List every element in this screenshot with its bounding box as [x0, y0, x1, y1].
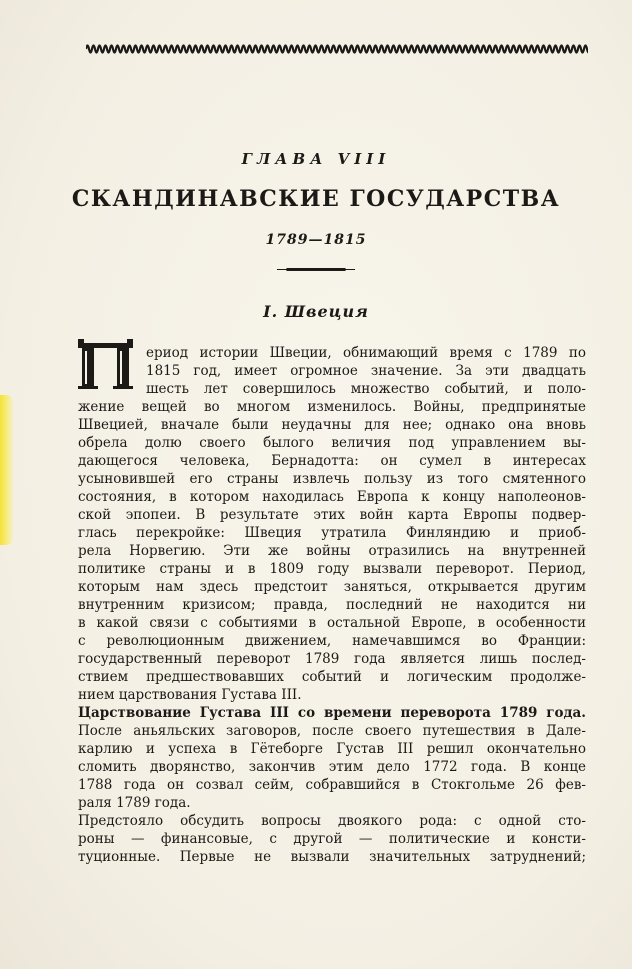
- text-line: Швецией, вначале были неудачны для нее; однако она вновь: [78, 417, 586, 433]
- text-line: После аньяльских заговоров, после своего путешествия в Дале-: [78, 723, 586, 739]
- text-line: сломить дворянство, закончив этим дело 1772 года. В конце: [78, 759, 586, 775]
- text-line: ской эпопеи. В результате этих войн карта Европы подвер-: [78, 507, 586, 523]
- text-line: роны — финансовые, с другой — политические и консти-: [78, 831, 586, 847]
- text-line: в какой связи с событиями в остальной Европе, в особенности: [78, 615, 586, 631]
- paragraph-heading: Царствование Густава III со времени переворота 1789 года.: [78, 705, 586, 721]
- text-line: государственный переворот 1789 года является лишь послед-: [78, 651, 586, 667]
- text-line: глась перекройке: Швеция утратила Финляндию и приоб-: [78, 525, 586, 541]
- text-line: которым нам здесь предстоит заняться, открывается другим: [78, 579, 586, 595]
- text-line: с революционным движением, намечавшимся во Франции:: [78, 633, 586, 649]
- text-line: рела Норвегию. Эти же войны отразились на внутренней: [78, 543, 586, 559]
- drop-cap-letter: [78, 339, 133, 391]
- text-line: 1788 года он созвал сейм, собравшийся в Стокгольме 26 фев-: [78, 777, 586, 793]
- chapter-divider: [286, 268, 346, 271]
- text-line: состояния, в котором находилась Европа к концу наполеонов-: [78, 489, 586, 505]
- section-title: I. Швеция: [263, 302, 369, 321]
- text-line: жение вещей во многом изменилось. Войны, предпринятые: [78, 399, 586, 415]
- text-line: шесть лет совершилось множество событий, и поло-: [146, 381, 586, 397]
- header-ornament: [86, 40, 588, 58]
- text-line: 1815 год, имеет огромное значение. За эти двадцать: [146, 363, 586, 379]
- text-line: политике страны и в 1809 году вызвали переворот. Период,: [78, 561, 586, 577]
- text-line: раля 1789 года.: [78, 795, 191, 811]
- text-line: нием царствования Густава III.: [78, 687, 302, 703]
- text-line: туционные. Первые не вызвали значительных затруднений;: [78, 849, 586, 865]
- text-line: усыновившей его страны извлечь пользу из того смятенного: [78, 471, 586, 487]
- text-line: дающегося человека, Бернадотта: он сумел в интересах: [78, 453, 586, 469]
- chapter-years: 1789—1815: [265, 232, 367, 248]
- chapter-label: ГЛАВА VIII: [241, 150, 391, 168]
- text-line: ствием предшествовавших событий и логическим продолже-: [78, 669, 586, 685]
- page-edge-stain: [0, 395, 14, 545]
- drop-cap: [78, 339, 133, 391]
- text-line: ериод истории Швеции, обнимающий время с 1789 по: [146, 345, 586, 361]
- text-line: Предстояло обсудить вопросы двоякого рода: с одной сто-: [78, 813, 586, 829]
- text-line: обрела долю своего былого величия под управлением вы-: [78, 435, 586, 451]
- text-line: карлию и успеха в Гётеборге Густав III решил окончательно: [78, 741, 586, 757]
- wave-border-icon: [86, 40, 588, 58]
- text-line: внутренним кризисом; правда, последний не находится ни: [78, 597, 586, 613]
- chapter-title: СКАНДИНАВСКИЕ ГОСУДАРСТВА: [71, 186, 561, 212]
